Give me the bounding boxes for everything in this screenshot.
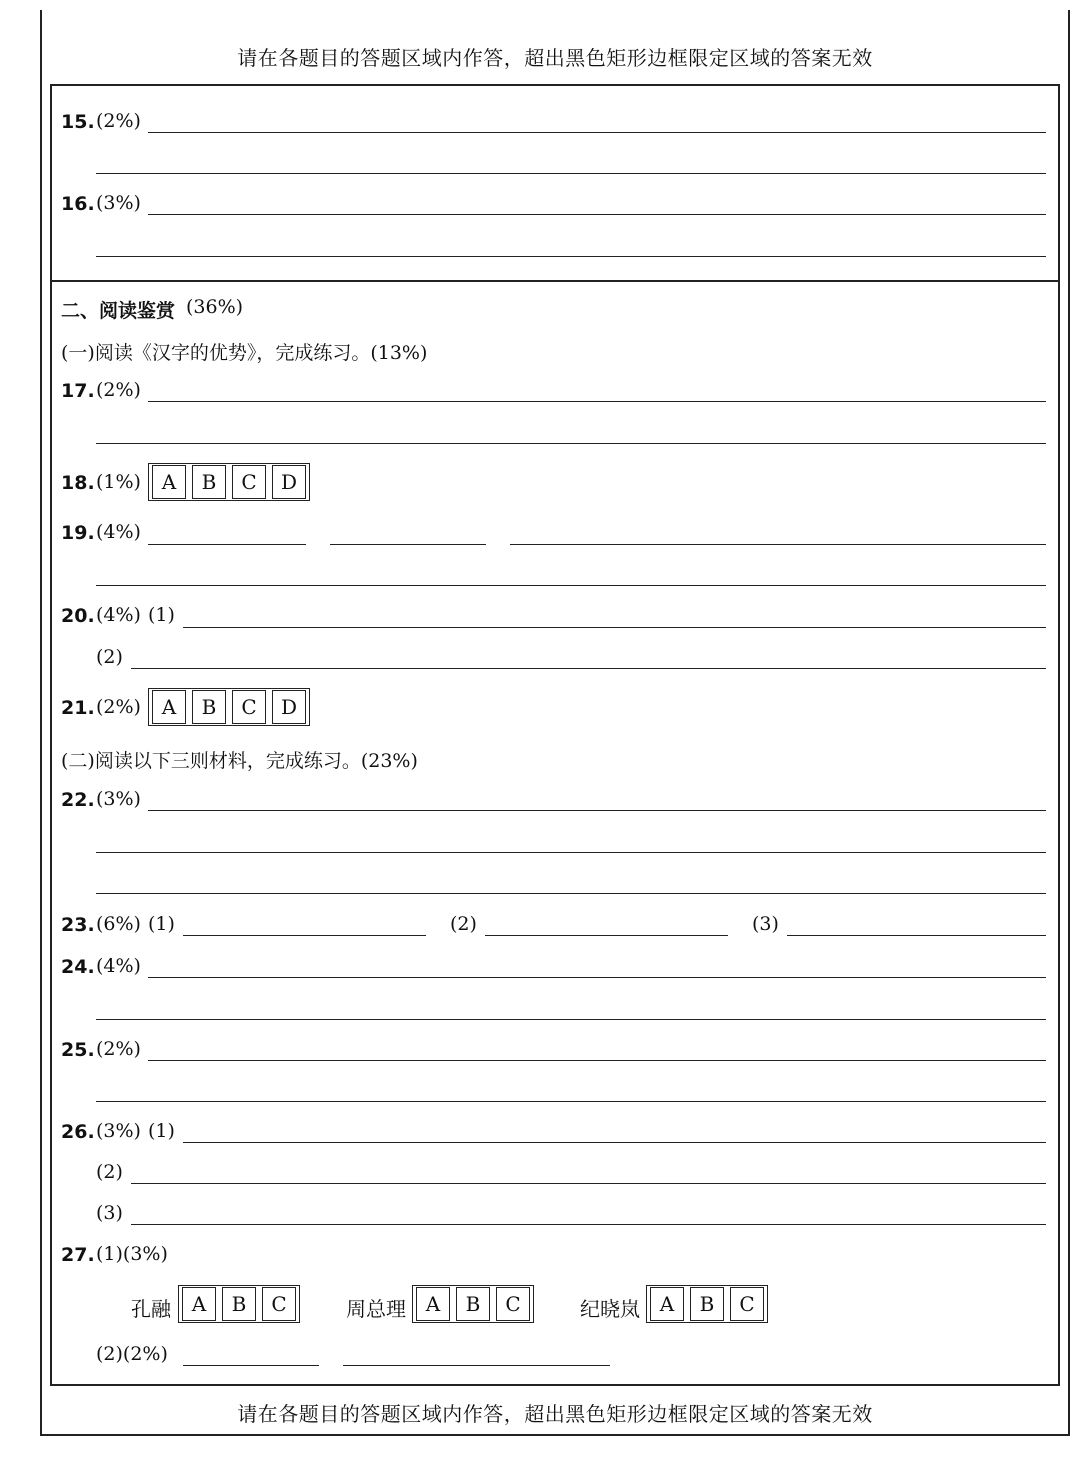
- answer-line[interactable]: [148, 1060, 1046, 1061]
- sub-question-label: (2): [96, 1161, 123, 1183]
- question-score: (2%): [96, 696, 141, 718]
- answer-line[interactable]: [96, 1019, 1046, 1020]
- question-score: (3%): [96, 192, 141, 214]
- question-score: (3%): [96, 788, 141, 810]
- answer-line[interactable]: [96, 443, 1046, 444]
- question-score: (1)(3%): [96, 1243, 168, 1265]
- answer-line[interactable]: [330, 544, 486, 545]
- question-score: (4%): [96, 521, 141, 543]
- option-a[interactable]: A: [650, 1287, 684, 1321]
- answer-line[interactable]: [96, 893, 1046, 894]
- question-number: 27.: [61, 1244, 95, 1266]
- answer-line[interactable]: [148, 401, 1046, 402]
- option-a[interactable]: A: [152, 465, 186, 499]
- answer-line[interactable]: [510, 544, 1046, 545]
- sub-question-label: (3): [752, 913, 779, 935]
- question-number: 26.: [61, 1121, 95, 1143]
- question-number: 17.: [61, 380, 95, 402]
- person-name: 孔融: [131, 1297, 171, 1321]
- answer-line[interactable]: [148, 977, 1046, 978]
- question-score: (6%): [96, 913, 141, 935]
- person-name: 纪晓岚: [580, 1297, 640, 1321]
- top-notice: 请在各题目的答题区域内作答，超出黑色矩形边框限定区域的答案无效: [237, 46, 873, 70]
- option-a[interactable]: A: [182, 1287, 216, 1321]
- option-d[interactable]: D: [272, 690, 306, 724]
- sub-question-label: (3): [96, 1202, 123, 1224]
- answer-line[interactable]: [183, 935, 426, 936]
- answer-line[interactable]: [148, 544, 306, 545]
- bottom-notice: 请在各题目的答题区域内作答，超出黑色矩形边框限定区域的答案无效: [237, 1402, 873, 1426]
- question-number: 18.: [61, 472, 95, 494]
- question-number: 23.: [61, 914, 95, 936]
- answer-line[interactable]: [96, 852, 1046, 853]
- sub-question-label: (1): [148, 913, 175, 935]
- question-number: 19.: [61, 522, 95, 544]
- section-score: (36%): [186, 296, 244, 318]
- option-d[interactable]: D: [272, 465, 306, 499]
- answer-line[interactable]: [131, 1183, 1046, 1184]
- option-b[interactable]: B: [192, 690, 226, 724]
- question-number: 20.: [61, 605, 95, 627]
- answer-line[interactable]: [183, 1142, 1046, 1143]
- question-number: 21.: [61, 697, 95, 719]
- answer-line[interactable]: [96, 256, 1046, 257]
- answer-line[interactable]: [131, 1224, 1046, 1225]
- option-c[interactable]: C: [232, 690, 266, 724]
- question-score: (4%): [96, 955, 141, 977]
- answer-line[interactable]: [183, 627, 1046, 628]
- section-title: 二、阅读鉴赏: [61, 300, 176, 322]
- sub-question-label: (1): [148, 1120, 175, 1142]
- answer-line[interactable]: [148, 810, 1046, 811]
- section-divider: [50, 280, 1060, 282]
- question-number: 25.: [61, 1039, 95, 1061]
- question-number: 16.: [61, 193, 95, 215]
- question-score: (2%): [96, 1038, 141, 1060]
- option-a[interactable]: A: [152, 690, 186, 724]
- answer-line[interactable]: [183, 1365, 319, 1366]
- option-c[interactable]: C: [232, 465, 266, 499]
- option-c[interactable]: C: [496, 1287, 530, 1321]
- option-b[interactable]: B: [222, 1287, 256, 1321]
- sub-question-label: (1): [148, 604, 175, 626]
- question-number: 15.: [61, 111, 95, 133]
- part-title: (一)阅读《汉字的优势》，完成练习。(13%): [61, 342, 428, 364]
- answer-line[interactable]: [343, 1365, 610, 1366]
- answer-line[interactable]: [148, 132, 1046, 133]
- sub-question-label: (2)(2%): [96, 1343, 168, 1365]
- question-number: 22.: [61, 789, 95, 811]
- question-score: (4%): [96, 604, 141, 626]
- sub-question-label: (2): [96, 646, 123, 668]
- option-b[interactable]: B: [192, 465, 226, 499]
- answer-line[interactable]: [96, 173, 1046, 174]
- part-title: (二)阅读以下三则材料，完成练习。(23%): [61, 750, 418, 772]
- option-b[interactable]: B: [456, 1287, 490, 1321]
- answer-line[interactable]: [96, 1101, 1046, 1102]
- option-c[interactable]: C: [262, 1287, 296, 1321]
- answer-line[interactable]: [787, 935, 1046, 936]
- option-a[interactable]: A: [416, 1287, 450, 1321]
- question-score: (2%): [96, 110, 141, 132]
- question-score: (3%): [96, 1120, 141, 1142]
- answer-line[interactable]: [96, 585, 1046, 586]
- sub-question-label: (2): [450, 913, 477, 935]
- answer-line[interactable]: [485, 935, 728, 936]
- answer-line[interactable]: [131, 668, 1046, 669]
- person-name: 周总理: [346, 1297, 406, 1321]
- answer-line[interactable]: [148, 214, 1046, 215]
- option-c[interactable]: C: [730, 1287, 764, 1321]
- question-number: 24.: [61, 956, 95, 978]
- question-score: (2%): [96, 379, 141, 401]
- option-b[interactable]: B: [690, 1287, 724, 1321]
- question-score: (1%): [96, 471, 141, 493]
